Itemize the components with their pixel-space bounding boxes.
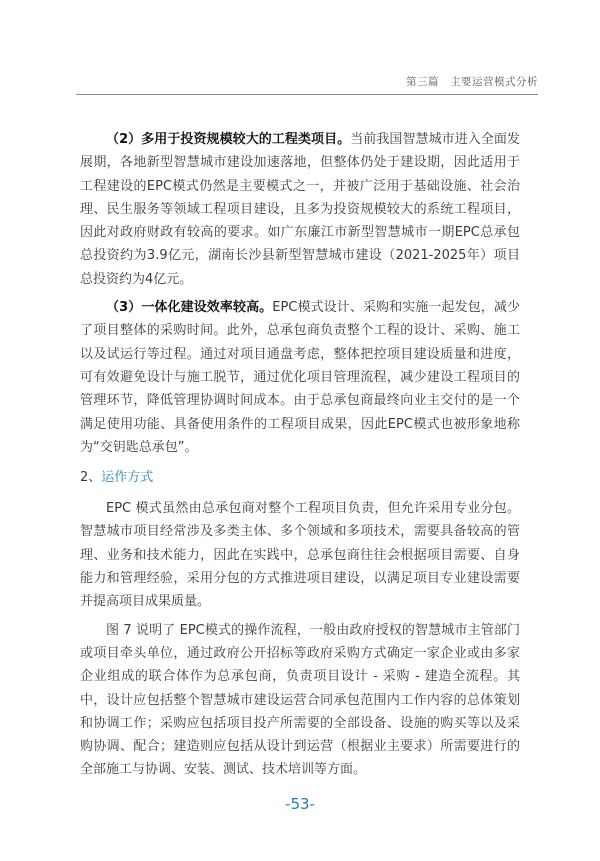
paragraph-text: 当前我国智慧城市进入全面发展期，各地新型智慧城市建设加速落地，但整体仍处于建设期，因此适用于工程建设的EPC模式仍然是主要模式之一，并被广泛用于基础设施、社会治理、民生服务等领域工程项目建设，且多为投资规模较大的系统工程项目，因此对政府财政有较高的要求。如广东廉江市新型智慧城市一期EPC总承包总投资约为3.9亿元，湖南长沙县新型智慧城市建设（2021-2025年）项目总投资约为4亿元。 [80, 132, 520, 287]
paragraph-integration-efficiency [80, 296, 520, 459]
section-title: 运作方式 [101, 470, 154, 486]
document-body [80, 128, 520, 787]
section-number: 2、 [80, 470, 102, 486]
header-divider [76, 94, 538, 95]
page-number: -53- [285, 795, 315, 813]
paragraph-text: EPC 模式虽然由总承包商对整个工程项目负责，但允许采用专业分包。智慧城市项目经常涉及多类主体、多个领域和多项技术，需要具备较高的管理、业务和技术能力，因此在实践中，总承包商往往会根据项目需要、自身能力和管理经验，采用分包的方式推进项目建设，以满足项目专业建设需要并提高项目成果质量。 [80, 501, 520, 610]
running-header: 第三篇 主要运营模式分析 [406, 76, 538, 88]
paragraph-lead: （2）多用于投资规模较大的工程类项目。 [106, 132, 351, 147]
paragraph-lead: （3）一体化建设效率较高。 [106, 300, 273, 316]
paragraph-subcontracting [80, 497, 520, 613]
paragraph-operation-flow [80, 619, 520, 782]
paragraph-text: EPC模式设计、采购和实施一起发包，减少了项目整体的采购时间。此外，总承包商负责整个工程的设计、采购、施工以及试运行等过程。通过对项目通盘考虑，整体把控项目建设质量和进度，可有效避免设计与施工脱节，通过优化项目管理流程，减少建设工程项目的管理环节，降低管理协调时间成本。由于总承包商最终向业主交付的是一个满足使用功能、具备使用条件的工程项目成果，因此EPC模式也被形象地称为“交钥匙总承包”。 [80, 300, 520, 455]
paragraph-text: 图 7 说明了 EPC模式的操作流程，一般由政府授权的智慧城市主管部门或项目牵头单位，通过政府公开招标等政府采购方式确定一家企业或由多家企业组成的联合体作为总承包商，负责项目设计 - 采购 - 建造全流程。其中，设计应包括整个智慧城市建设运营合同承包范围内工作内容的总体策划和协调工作；采购应包括项目投产所需要的全部设备、设施的购买等以及采购协调、配合；建造则应包括从设计到运营（根据业主要求）所需要进行的全部施工与协调、安装、测试、技术培训等方面。 [80, 622, 520, 778]
section-heading [80, 467, 520, 489]
paragraph-investment-scale [80, 128, 520, 291]
